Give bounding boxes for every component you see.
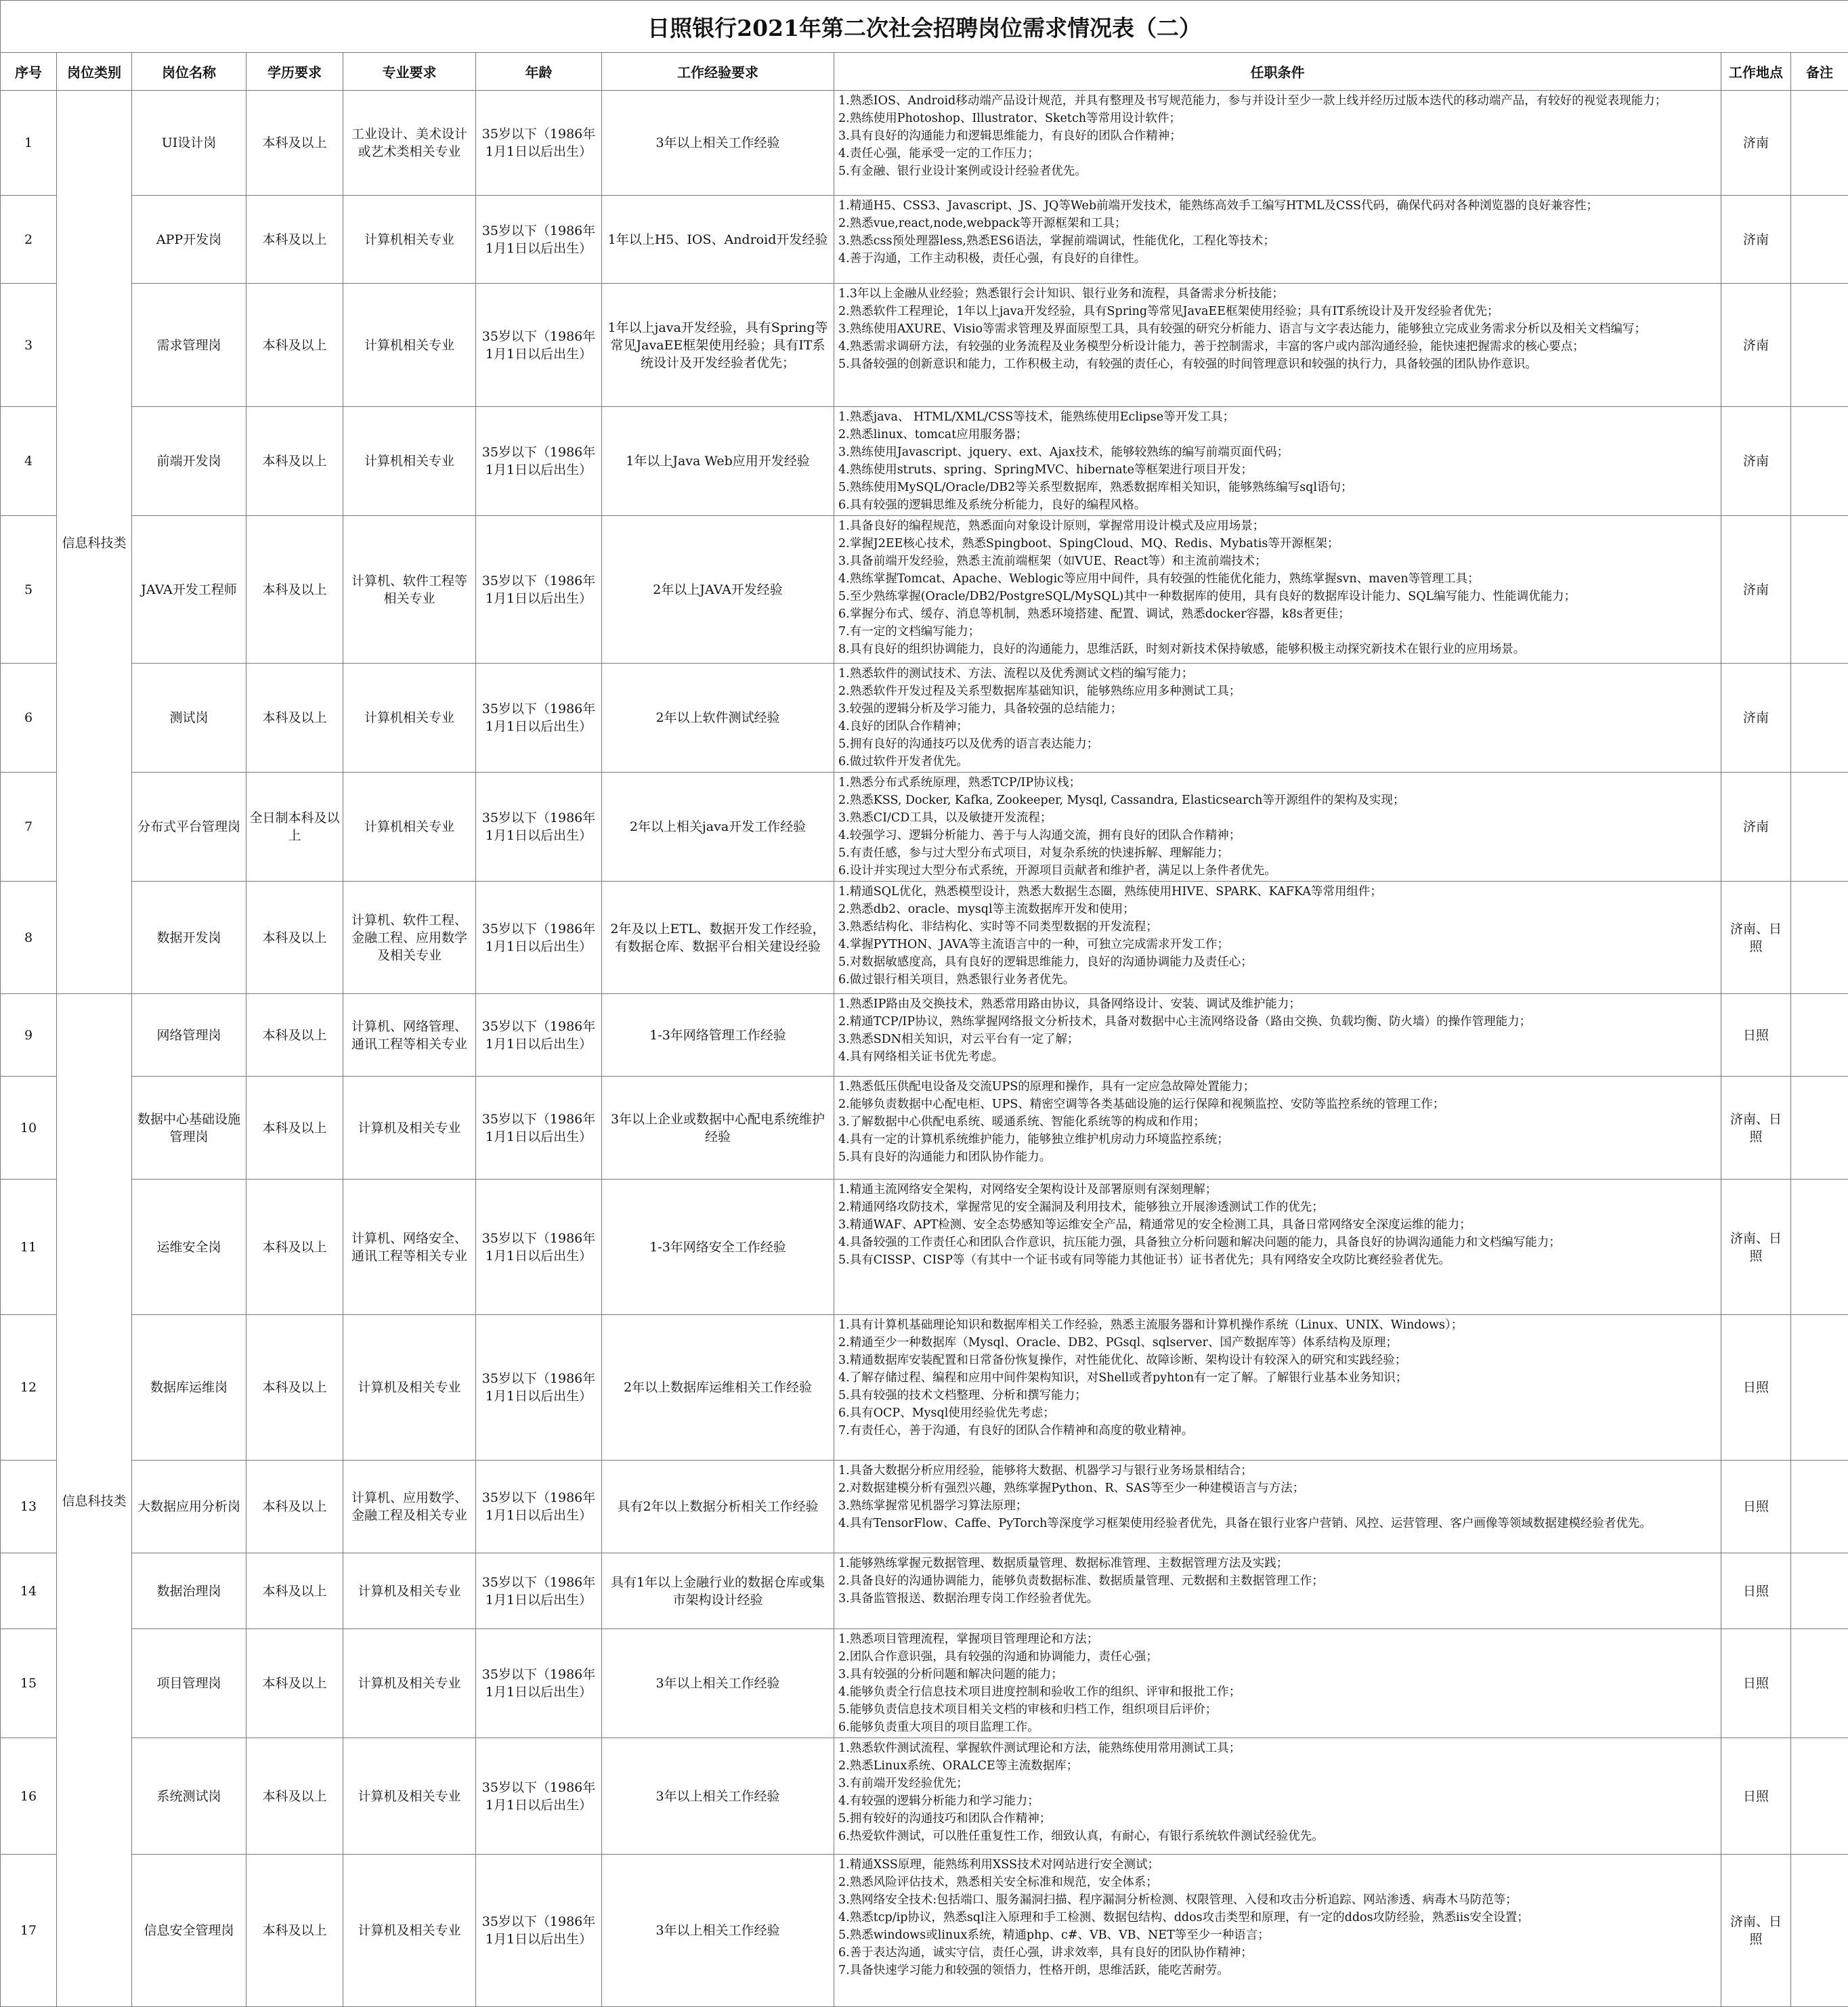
table-row <box>1 1461 1848 1553</box>
row-major: 计算机、软件工程、金融工程、应用数学及相关专业 <box>343 882 476 994</box>
row-seq: 16 <box>1 1738 57 1855</box>
requirement-line: 5.具有较强的技术文档整理、分析和撰写能力； <box>838 1387 1717 1404</box>
row-experience: 3年以上企业或数据中心配电系统维护经验 <box>602 1077 834 1180</box>
row-major: 计算机、应用数学、金融工程及相关专业 <box>343 1461 476 1553</box>
table-row <box>1 1553 1848 1629</box>
requirement-line: 5.对数据敏感度高，具有良好的逻辑思维能力，良好的沟通协调能力及责任心； <box>838 953 1717 971</box>
requirement-line: 7.有一定的文档编写能力； <box>838 623 1717 641</box>
header-name: 岗位名称 <box>132 53 246 91</box>
row-age: 35岁以下（1986年1月1日以后出生） <box>476 994 602 1077</box>
row-major: 工业设计、美术设计或艺术类相关专业 <box>343 91 476 196</box>
row-education: 本科及以上 <box>246 1738 343 1855</box>
row-education: 本科及以上 <box>246 91 343 196</box>
row-requirements <box>834 91 1721 196</box>
requirement-line: 2.能够负责数据中心配电柜、UPS、精密空调等各类基础设施的运行保障和视频监控、安防等监控系统的管理工作； <box>838 1096 1717 1113</box>
row-seq: 8 <box>1 882 57 994</box>
row-position-name: 测试岗 <box>132 664 246 773</box>
requirement-line: 3.了解数据中心供配电系统、暖通系统、智能化系统等的构成和作用； <box>838 1113 1717 1131</box>
row-position-name: 信息安全管理岗 <box>132 1855 246 2007</box>
row-education: 本科及以上 <box>246 1629 343 1738</box>
table-row <box>1 284 1848 407</box>
row-requirements <box>834 516 1721 664</box>
requirement-line: 6.具有OCP、Mysql使用经验优先考虑； <box>838 1404 1717 1422</box>
row-experience: 2年以上数据库运维相关工作经验 <box>602 1315 834 1461</box>
requirement-line: 4.具有网络相关证书优先考虑。 <box>838 1048 1717 1066</box>
row-position-name: 项目管理岗 <box>132 1629 246 1738</box>
row-seq: 7 <box>1 773 57 882</box>
row-experience: 具有1年以上金融行业的数据仓库或集市架构设计经验 <box>602 1553 834 1629</box>
row-major: 计算机相关专业 <box>343 284 476 407</box>
row-location: 济南、日照 <box>1721 1077 1791 1180</box>
row-seq: 17 <box>1 1855 57 2007</box>
row-major: 计算机及相关专业 <box>343 1855 476 2007</box>
row-requirements <box>834 1629 1721 1738</box>
table-row <box>1 516 1848 664</box>
requirement-line: 4.具有TensorFlow、Caffe、PyTorch等深度学习框架使用经验者优先，具备在银行业客户营销、风控、运营管理、客户画像等领域数据建模经验者优先。 <box>838 1515 1717 1532</box>
requirement-line: 4.善于沟通，工作主动积极，责任心强，有良好的自律性。 <box>838 250 1717 267</box>
row-requirements <box>834 1180 1721 1315</box>
requirement-line: 3.有前端开发经验优先； <box>838 1775 1717 1792</box>
requirement-line: 3.熟网络安全技术:包括端口、服务漏洞扫描、程序漏洞分析检测、权限管理、入侵和攻击分析追踪、网站渗透、病毒木马防范等； <box>838 1891 1717 1909</box>
row-note <box>1791 1629 1848 1738</box>
row-note <box>1791 1738 1848 1855</box>
header-note: 备注 <box>1791 53 1848 91</box>
row-age: 35岁以下（1986年1月1日以后出生） <box>476 773 602 882</box>
row-major: 计算机、软件工程等相关专业 <box>343 516 476 664</box>
row-age: 35岁以下（1986年1月1日以后出生） <box>476 284 602 407</box>
requirement-line: 7.具备快速学习能力和较强的领悟力，性格开朗，思维活跃，能吃苦耐劳。 <box>838 1962 1717 1979</box>
row-seq: 13 <box>1 1461 57 1553</box>
requirement-line: 2.熟悉KSS, Docker, Kafka, Zookeeper, Mysql, Cassandra, Elasticsearch等开源组件的架构及实现； <box>838 792 1717 809</box>
requirement-line: 3.熟悉css预处理器less,熟悉ES6语法，掌握前端调试，性能优化，工程化等技术； <box>838 232 1717 250</box>
requirement-line: 4.了解存储过程、编程和应用中间件架构知识，对Shell或者pyhton有一定了解。了解银行业基本业务知识； <box>838 1369 1717 1387</box>
row-education: 本科及以上 <box>246 664 343 773</box>
header-category: 岗位类别 <box>57 53 132 91</box>
row-note <box>1791 196 1848 284</box>
row-age: 35岁以下（1986年1月1日以后出生） <box>476 516 602 664</box>
requirement-line: 6.能够负责重大项目的项目监理工作。 <box>838 1719 1717 1736</box>
row-experience: 2年及以上ETL、数据开发工作经验，有数据仓库、数据平台相关建设经验 <box>602 882 834 994</box>
row-requirements <box>834 1553 1721 1629</box>
header-exp: 工作经验要求 <box>602 53 834 91</box>
row-education: 本科及以上 <box>246 1077 343 1180</box>
requirement-line: 2.熟悉风险评估技术，熟悉相关安全标准和规范，安全体系； <box>838 1874 1717 1891</box>
row-location: 济南 <box>1721 773 1791 882</box>
row-age: 35岁以下（1986年1月1日以后出生） <box>476 1738 602 1855</box>
row-position-name: 数据库运维岗 <box>132 1315 246 1461</box>
requirement-line: 5.拥有较好的沟通技巧和团队合作精神； <box>838 1810 1717 1828</box>
requirement-line: 1.熟悉分布式系统原理，熟悉TCP/IP协议栈； <box>838 774 1717 792</box>
requirement-line: 5.能够负责信息技术项目相关文档的审核和归档工作，组织项目后评价； <box>838 1701 1717 1719</box>
row-location: 济南 <box>1721 664 1791 773</box>
row-age: 35岁以下（1986年1月1日以后出生） <box>476 1315 602 1461</box>
requirement-line: 2.熟悉软件工程理论，1年以上java开发经验，具有Spring等常见JavaEE框架使用经验；具有IT系统设计及开发经验者优先； <box>838 303 1717 320</box>
row-location: 日照 <box>1721 1461 1791 1553</box>
row-note <box>1791 1855 1848 2007</box>
row-major: 计算机及相关专业 <box>343 1738 476 1855</box>
row-note <box>1791 994 1848 1077</box>
row-seq: 9 <box>1 994 57 1077</box>
requirement-line: 3.精通数据库安装配置和日常备份恢复操作，对性能优化、故障诊断、架构设计有较深入的研究和实践经验； <box>838 1352 1717 1369</box>
row-seq: 4 <box>1 407 57 516</box>
row-education: 本科及以上 <box>246 1180 343 1315</box>
row-location: 济南、日照 <box>1721 882 1791 994</box>
row-requirements <box>834 773 1721 882</box>
row-education: 本科及以上 <box>246 1315 343 1461</box>
row-major: 计算机及相关专业 <box>343 1077 476 1180</box>
row-location: 日照 <box>1721 1553 1791 1629</box>
row-location: 济南、日照 <box>1721 1180 1791 1315</box>
row-seq: 10 <box>1 1077 57 1180</box>
category-cell: 信息科技类 <box>57 994 132 2007</box>
header-age: 年龄 <box>476 53 602 91</box>
row-education: 本科及以上 <box>246 516 343 664</box>
header-row <box>1 53 1848 91</box>
requirement-line: 2.熟练使用Photoshop、Illustrator、Sketch等常用设计软件； <box>838 110 1717 127</box>
row-education: 本科及以上 <box>246 1553 343 1629</box>
requirement-line: 2.熟悉软件开发过程及关系型数据库基础知识，能够熟练应用多种测试工具； <box>838 683 1717 700</box>
requirement-line: 1.能够熟练掌握元数据管理、数据质量管理、数据标准管理、主数据管理方法及实践； <box>838 1555 1717 1572</box>
row-note <box>1791 1077 1848 1180</box>
row-position-name: 大数据应用分析岗 <box>132 1461 246 1553</box>
requirement-line: 7.有责任心，善于沟通，有良好的团队合作精神和高度的敬业精神。 <box>838 1422 1717 1440</box>
table-row <box>1 91 1848 196</box>
row-education: 本科及以上 <box>246 882 343 994</box>
requirement-line: 3.较强的逻辑分析及学习能力，具备较强的总结能力； <box>838 700 1717 718</box>
header-major: 专业要求 <box>343 53 476 91</box>
row-age: 35岁以下（1986年1月1日以后出生） <box>476 664 602 773</box>
row-note <box>1791 91 1848 196</box>
row-experience: 2年以上相关java开发工作经验 <box>602 773 834 882</box>
row-position-name: 需求管理岗 <box>132 284 246 407</box>
requirement-line: 1.熟悉软件测试流程、掌握软件测试理论和方法，能熟练使用常用测试工具； <box>838 1740 1717 1757</box>
row-location: 济南 <box>1721 516 1791 664</box>
requirement-line: 1.精通主流网络安全架构，对网络安全架构设计及部署原则有深刻理解； <box>838 1181 1717 1199</box>
row-location: 日照 <box>1721 994 1791 1077</box>
row-age: 35岁以下（1986年1月1日以后出生） <box>476 1855 602 2007</box>
requirement-line: 2.熟悉Linux系统、ORALCE等主流数据库； <box>838 1757 1717 1775</box>
requirement-line: 5.具有良好的沟通能力和团队协作能力。 <box>838 1148 1717 1166</box>
requirement-line: 4.掌握PYTHON、JAVA等主流语言中的一种，可独立完成需求开发工作； <box>838 936 1717 953</box>
row-note <box>1791 516 1848 664</box>
requirement-line: 4.有较强的逻辑分析能力和学习能力； <box>838 1792 1717 1810</box>
page-title: 日照银行2021年第二次社会招聘岗位需求情况表（二） <box>1 1 1848 53</box>
requirement-line: 1.熟悉低压供配电设备及交流UPS的原理和操作，具有一定应急故障处置能力； <box>838 1078 1717 1096</box>
row-location: 日照 <box>1721 1738 1791 1855</box>
requirement-line: 2.熟悉vue,react,node,webpack等开源框架和工具； <box>838 215 1717 232</box>
header-req: 任职条件 <box>834 53 1721 91</box>
requirement-line: 1.具备大数据分析应用经验，能够将大数据、机器学习与银行业务场景相结合； <box>838 1462 1717 1480</box>
row-note <box>1791 1315 1848 1461</box>
requirement-line: 3.熟悉CI/CD工具，以及敏捷开发流程； <box>838 809 1717 827</box>
requirement-line: 3.熟练掌握常见机器学习算法原理； <box>838 1497 1717 1515</box>
row-experience: 3年以上相关工作经验 <box>602 1629 834 1738</box>
header-edu: 学历要求 <box>246 53 343 91</box>
row-education: 本科及以上 <box>246 284 343 407</box>
table-row <box>1 882 1848 994</box>
requirement-line: 1.熟悉IOS、Android移动端产品设计规范，并具有整理及书写规范能力，参与并设计至少一款上线并经历过版本迭代的移动端产品，有较好的视觉表现能力； <box>838 92 1717 110</box>
requirement-line: 4.具备较强的工作责任心和团队合作意识，抗压能力强，具备独立分析问题和解决问题的能力，具备良好的协调沟通能力和文档编写能力； <box>838 1234 1717 1251</box>
row-position-name: JAVA开发工程师 <box>132 516 246 664</box>
row-education: 本科及以上 <box>246 407 343 516</box>
requirement-line: 6.设计并实现过大型分布式系统，开源项目贡献者和维护者，满足以上条件者优先。 <box>838 862 1717 880</box>
requirement-line: 2.具备良好的沟通协调能力，能够负责数据标准、数据质量管理、元数据和主数据管理工作； <box>838 1572 1717 1590</box>
requirement-line: 6.掌握分布式、缓存、消息等机制，熟悉环境搭建、配置、调试，熟悉docker容器，k8s者更佳； <box>838 605 1717 623</box>
requirement-line: 4.熟悉tcp/ip协议，熟悉sql注入原理和手工检测、数据包结构、ddos攻击类型和原理，有一定的ddos攻防经验，熟悉iis安全设置； <box>838 1909 1717 1926</box>
requirement-line: 3.熟练使用Javascript、jquery、ext、Ajax技术，能够较熟练的编写前端页面代码； <box>838 444 1717 461</box>
row-position-name: 网络管理岗 <box>132 994 246 1077</box>
row-experience: 3年以上相关工作经验 <box>602 1738 834 1855</box>
row-location: 济南 <box>1721 284 1791 407</box>
row-experience: 1年以上Java Web应用开发经验 <box>602 407 834 516</box>
row-requirements <box>834 994 1721 1077</box>
requirement-line: 2.精通网络攻防技术，掌握常见的安全漏洞及利用技术，能够独立开展渗透测试工作的优先； <box>838 1199 1717 1216</box>
row-requirements <box>834 1461 1721 1553</box>
requirement-line: 3.精通WAF、APT检测、安全态势感知等运维安全产品，精通常见的安全检测工具，具备日常网络安全深度运维的能力； <box>838 1216 1717 1234</box>
row-seq: 11 <box>1 1180 57 1315</box>
requirement-line: 3.具有较强的分析问题和解决问题的能力； <box>838 1666 1717 1683</box>
row-seq: 1 <box>1 91 57 196</box>
table-row <box>1 407 1848 516</box>
requirement-line: 1.3年以上金融从业经验；熟悉银行会计知识、银行业务和流程，具备需求分析技能； <box>838 285 1717 303</box>
row-position-name: 系统测试岗 <box>132 1738 246 1855</box>
row-location: 日照 <box>1721 1315 1791 1461</box>
row-seq: 3 <box>1 284 57 407</box>
row-position-name: 数据治理岗 <box>132 1553 246 1629</box>
table-row <box>1 196 1848 284</box>
row-requirements <box>834 407 1721 516</box>
row-age: 35岁以下（1986年1月1日以后出生） <box>476 1461 602 1553</box>
requirement-line: 6.具有较强的逻辑思维及系统分析能力，良好的编程风格。 <box>838 496 1717 514</box>
row-position-name: 前端开发岗 <box>132 407 246 516</box>
requirement-line: 4.熟练掌握Tomcat、Apache、Weblogic等应用中间件，具有较强的性能优化能力，熟练掌握svn、maven等管理工具； <box>838 570 1717 588</box>
row-note <box>1791 1461 1848 1553</box>
row-age: 35岁以下（1986年1月1日以后出生） <box>476 882 602 994</box>
row-seq: 12 <box>1 1315 57 1461</box>
row-position-name: 数据开发岗 <box>132 882 246 994</box>
requirement-line: 3.熟悉SDN相关知识，对云平台有一定了解； <box>838 1031 1717 1048</box>
table-row <box>1 1855 1848 2007</box>
row-note <box>1791 882 1848 994</box>
row-experience: 1年以上java开发经验，具有Spring等常见JavaEE框架使用经验；具有IT系统设计及开发经验者优先； <box>602 284 834 407</box>
row-requirements <box>834 1738 1721 1855</box>
row-position-name: APP开发岗 <box>132 196 246 284</box>
row-experience: 具有2年以上数据分析相关工作经验 <box>602 1461 834 1553</box>
row-experience: 3年以上相关工作经验 <box>602 1855 834 2007</box>
row-position-name: 数据中心基础设施管理岗 <box>132 1077 246 1180</box>
category-cell: 信息科技类 <box>57 91 132 994</box>
row-age: 35岁以下（1986年1月1日以后出生） <box>476 1629 602 1738</box>
row-age: 35岁以下（1986年1月1日以后出生） <box>476 91 602 196</box>
row-seq: 14 <box>1 1553 57 1629</box>
row-seq: 2 <box>1 196 57 284</box>
requirement-line: 6.善于表达沟通，诚实守信，责任心强，讲求效率，具有良好的团队协作精神； <box>838 1944 1717 1962</box>
requirement-line: 3.熟练使用AXURE、Visio等需求管理及界面原型工具，具有较强的研究分析能力、语言与文字表达能力，能够独立完成业务需求分析以及相关文档编写； <box>838 320 1717 338</box>
row-requirements <box>834 284 1721 407</box>
row-major: 计算机相关专业 <box>343 196 476 284</box>
row-position-name: 分布式平台管理岗 <box>132 773 246 882</box>
requirement-line: 2.精通至少一种数据库（Mysql、Oracle、DB2、PGsql、sqlserver、国产数据库等）体系结构及原理； <box>838 1334 1717 1352</box>
requirement-line: 1.精通XSS原理，能熟练利用XSS技术对网站进行安全测试； <box>838 1856 1717 1874</box>
row-location: 济南 <box>1721 91 1791 196</box>
requirement-line: 5.拥有良好的沟通技巧以及优秀的语言表达能力； <box>838 735 1717 753</box>
row-requirements <box>834 1315 1721 1461</box>
row-seq: 6 <box>1 664 57 773</box>
header-loc: 工作地点 <box>1721 53 1791 91</box>
requirement-line: 5.有责任感，参与过大型分布式项目，对复杂系统的快速拆解、理解能力； <box>838 844 1717 862</box>
requirement-line: 2.对数据建模分析有强烈兴趣，熟练掌握Python、R、SAS等至少一种建模语言与方法； <box>838 1480 1717 1497</box>
table-row <box>1 994 1848 1077</box>
row-seq: 15 <box>1 1629 57 1738</box>
row-requirements <box>834 664 1721 773</box>
row-note <box>1791 407 1848 516</box>
requirement-line: 5.熟练使用MySQL/Oracle/DB2等关系型数据库，熟悉数据库相关知识，能够熟练编写sql语句； <box>838 479 1717 496</box>
requirement-line: 3.具备监管报送、数据治理专岗工作经验者优先。 <box>838 1590 1717 1607</box>
requirement-line: 1.具备良好的编程规范，熟悉面向对象设计原则，掌握常用设计模式及应用场景； <box>838 517 1717 535</box>
row-location: 日照 <box>1721 1629 1791 1738</box>
requirement-line: 1.精通SQL优化，熟悉模型设计，熟悉大数据生态圈，熟练使用HIVE、SPARK、KAFKA等常用组件； <box>838 883 1717 901</box>
requirement-line: 6.热爱软件测试，可以胜任重复性工作，细致认真，有耐心，有银行系统软件测试经验优先。 <box>838 1828 1717 1845</box>
row-major: 计算机、网络安全、通讯工程等相关专业 <box>343 1180 476 1315</box>
requirement-line: 4.良好的团队合作精神； <box>838 718 1717 735</box>
row-note <box>1791 773 1848 882</box>
row-seq: 5 <box>1 516 57 664</box>
table-row <box>1 1077 1848 1180</box>
row-major: 计算机相关专业 <box>343 664 476 773</box>
row-education: 本科及以上 <box>246 994 343 1077</box>
row-education: 本科及以上 <box>246 196 343 284</box>
requirement-line: 2.精通TCP/IP协议，熟练掌握网络报文分析技术，具备对数据中心主流网络设备（路由交换、负载均衡、防火墙）的操作管理能力； <box>838 1013 1717 1031</box>
row-experience: 3年以上相关工作经验 <box>602 91 834 196</box>
requirement-line: 1.熟悉项目管理流程，掌握项目管理理论和方法； <box>838 1631 1717 1648</box>
requirement-line: 3.熟悉结构化、非结构化、实时等不同类型数据的开发流程； <box>838 918 1717 936</box>
row-location: 济南 <box>1721 407 1791 516</box>
row-experience: 2年以上软件测试经验 <box>602 664 834 773</box>
requirement-line: 4.责任心强，能承受一定的工作压力； <box>838 145 1717 163</box>
table-body <box>1 91 1848 2007</box>
requirement-line: 5.有金融、银行业设计案例或设计经验者优先。 <box>838 163 1717 180</box>
requirement-line: 5.具备较强的创新意识和能力，工作积极主动，有较强的责任心，有较强的时间管理意识和较强的执行力，具备较强的团队协作意识。 <box>838 355 1717 373</box>
row-note <box>1791 284 1848 407</box>
requirement-line: 2.熟悉db2、oracle、mysql等主流数据库开发和使用； <box>838 901 1717 918</box>
requirement-line: 5.熟悉windows或linux系统，精通php、c#、VB、VB、NET等至少一种语言； <box>838 1926 1717 1944</box>
row-note <box>1791 1553 1848 1629</box>
requirement-line: 2.掌握J2EE核心技术，熟悉Spingboot、SpingCloud、MQ、Redis、Mybatis等开源框架； <box>838 535 1717 553</box>
requirement-line: 4.能够负责全行信息技术项目进度控制和验收工作的组织、评审和报批工作； <box>838 1683 1717 1701</box>
requirement-line: 4.熟练使用struts、spring、SpringMVC、hibernate等框架进行项目开发； <box>838 461 1717 479</box>
row-location: 济南、日照 <box>1721 1855 1791 2007</box>
row-note <box>1791 664 1848 773</box>
requirement-line: 3.具备前端开发经验，熟悉主流前端框架（如VUE、React等）和主流前端技术； <box>838 553 1717 570</box>
row-education: 本科及以上 <box>246 1855 343 2007</box>
requirement-line: 4.较强学习、逻辑分析能力、善于与人沟通交流，拥有良好的团队合作精神； <box>838 827 1717 844</box>
requirement-line: 2.团队合作意识强，具有较强的沟通和协调能力，责任心强； <box>838 1648 1717 1666</box>
requirement-line: 1.熟悉java、 HTML/XML/CSS等技术，能熟练使用Eclipse等开发工具； <box>838 408 1717 426</box>
row-experience: 2年以上JAVA开发经验 <box>602 516 834 664</box>
row-major: 计算机、网络管理、通讯工程等相关专业 <box>343 994 476 1077</box>
row-education: 全日制本科及以上 <box>246 773 343 882</box>
row-major: 计算机及相关专业 <box>343 1315 476 1461</box>
requirement-line: 8.具有良好的组织协调能力，良好的沟通能力，思维活跃，时刻对新技术保持敏感，能够积极主动探究新技术在银行业的应用场景。 <box>838 641 1717 658</box>
row-experience: 1-3年网络管理工作经验 <box>602 994 834 1077</box>
row-major: 计算机及相关专业 <box>343 1629 476 1738</box>
row-requirements <box>834 882 1721 994</box>
requirement-line: 1.具有计算机基础理论知识和数据库相关工作经验，熟悉主流服务器和计算机操作系统（Linux、UNIX、Windows）； <box>838 1316 1717 1334</box>
table-row <box>1 773 1848 882</box>
row-position-name: 运维安全岗 <box>132 1180 246 1315</box>
requirement-line: 1.精通H5、CSS3、Javascript、JS、JQ等Web前端开发技术，能熟练高效手工编写HTML及CSS代码，确保代码对各种浏览器的良好兼容性； <box>838 197 1717 215</box>
row-age: 35岁以下（1986年1月1日以后出生） <box>476 1180 602 1315</box>
requirement-line: 5.至少熟练掌握(Oracle/DB2/PostgreSQL/MySQL)其中一种数据库的使用，具有良好的数据库设计能力、SQL编写能力、性能调优能力； <box>838 588 1717 605</box>
row-experience: 1年以上H5、IOS、Android开发经验 <box>602 196 834 284</box>
requirement-line: 1.熟悉软件的测试技术、方法、流程以及优秀测试文档的编写能力； <box>838 665 1717 683</box>
requirement-line: 6.做过银行相关项目，熟悉银行业务者优先。 <box>838 971 1717 989</box>
table-row <box>1 1180 1848 1315</box>
row-position-name: UI设计岗 <box>132 91 246 196</box>
requirement-line: 4.具有一定的计算机系统维护能力，能够独立维护机房动力环境监控系统； <box>838 1131 1717 1148</box>
row-requirements <box>834 1077 1721 1180</box>
row-age: 35岁以下（1986年1月1日以后出生） <box>476 196 602 284</box>
row-major: 计算机相关专业 <box>343 773 476 882</box>
row-age: 35岁以下（1986年1月1日以后出生） <box>476 1077 602 1180</box>
requirement-line: 4.熟悉需求调研方法，有较强的业务流程及业务模型分析设计能力，善于控制需求，丰富的客户或内部沟通经验，能快速把握需求的核心要点； <box>838 338 1717 355</box>
requirement-line: 2.熟悉linux、tomcat应用服务器； <box>838 426 1717 444</box>
row-location: 济南 <box>1721 196 1791 284</box>
requirement-line: 6.做过软件开发者优先。 <box>838 753 1717 771</box>
table-row <box>1 1629 1848 1738</box>
requirement-line: 1.熟悉IP路由及交换技术，熟悉常用路由协议，具备网络设计、安装、调试及维护能力； <box>838 995 1717 1013</box>
table-row <box>1 1738 1848 1855</box>
row-requirements <box>834 1855 1721 2007</box>
row-note <box>1791 1180 1848 1315</box>
row-age: 35岁以下（1986年1月1日以后出生） <box>476 407 602 516</box>
row-major: 计算机及相关专业 <box>343 1553 476 1629</box>
row-education: 本科及以上 <box>246 1461 343 1553</box>
table-row <box>1 1315 1848 1461</box>
row-age: 35岁以下（1986年1月1日以后出生） <box>476 1553 602 1629</box>
row-requirements <box>834 196 1721 284</box>
header-seq: 序号 <box>1 53 57 91</box>
row-major: 计算机相关专业 <box>343 407 476 516</box>
table-row <box>1 664 1848 773</box>
requirement-line: 5.具有CISSP、CISP等（有其中一个证书或有同等能力其他证书）证书者优先；具有网络安全攻防比赛经验者优先。 <box>838 1251 1717 1269</box>
requirement-line: 3.具有良好的沟通能力和逻辑思维能力，有良好的团队合作精神； <box>838 127 1717 145</box>
row-experience: 1-3年网络安全工作经验 <box>602 1180 834 1315</box>
